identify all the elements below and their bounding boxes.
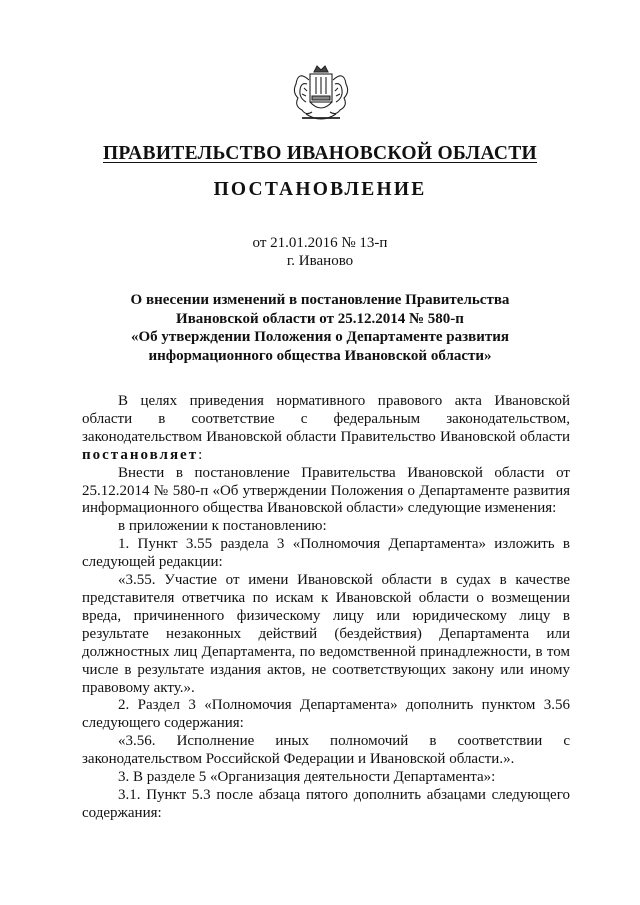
city-line: г. Иваново (286, 253, 354, 269)
document-type-title: ПОСТАНОВЛЕНИЕ (213, 179, 427, 200)
date-number-line: от 21.01.2016 № 13-п (252, 235, 388, 251)
body-paragraph: 3.1. Пункт 5.3 после абзаца пятого дополнить абзацами следующего содержания: (82, 786, 570, 821)
body-paragraph: в приложении к постановлению: (118, 518, 327, 535)
body-paragraph: 2. Раздел 3 «Полномочия Департамента» дополнить пунктом 3.56 следующего содержания: (82, 697, 570, 732)
government-title: ПРАВИТЕЛЬСТВО ИВАНОВСКОЙ ОБЛАСТИ (102, 143, 538, 164)
heading-line: «Об утверждении Положения о Департаменте развития (131, 329, 509, 345)
heading-line: О внесении изменений в постановление Правительства (130, 292, 510, 308)
body-paragraph (82, 393, 570, 465)
decree-colon: : (198, 446, 203, 463)
body-paragraph: «3.56. Исполнение иных полномочий в соответствии с законодательством Российской Федерации и Ивановской области.». (82, 733, 570, 768)
heading-line: информационного общества Ивановской области» (148, 347, 492, 364)
body-paragraph: Внести в постановление Правительства Ивановской области от 25.12.2014 № 580-п «Об утверждении Положения о Департаменте развития информационного общества Ивановской области» следующие изменения: (82, 464, 570, 517)
preamble-text: В целях приведения нормативного правового акта Ивановской области в соответствие с федеральным законодательством, законодательством Ивановской области Правительство Ивановской области (82, 393, 570, 445)
body-paragraph: 3. В разделе 5 «Организация деятельности Департамента»: (118, 769, 496, 786)
coat-of-arms-emblem (288, 62, 354, 126)
body-paragraph: «3.55. Участие от имени Ивановской области в судах в качестве представителя ответчика по искам к Ивановской области о возмещении вреда, причиненного физическому лицу или юридическому лицу в результате незаконных действий (бездействия) Департамента или должностных лиц Департамента, по ведомственной принадлежности, в том числе в результате издания актов, не соответствующих закону или иному правовому акту.». (82, 572, 570, 696)
document-body (82, 393, 570, 823)
document-heading (80, 291, 560, 365)
body-paragraph: 1. Пункт 3.55 раздела 3 «Полномочия Департамента» изложить в следующей редакции: (82, 536, 570, 571)
heading-line: Ивановской области от 25.12.2014 № 580-п (176, 310, 464, 327)
decree-word: постановляет (82, 446, 199, 463)
